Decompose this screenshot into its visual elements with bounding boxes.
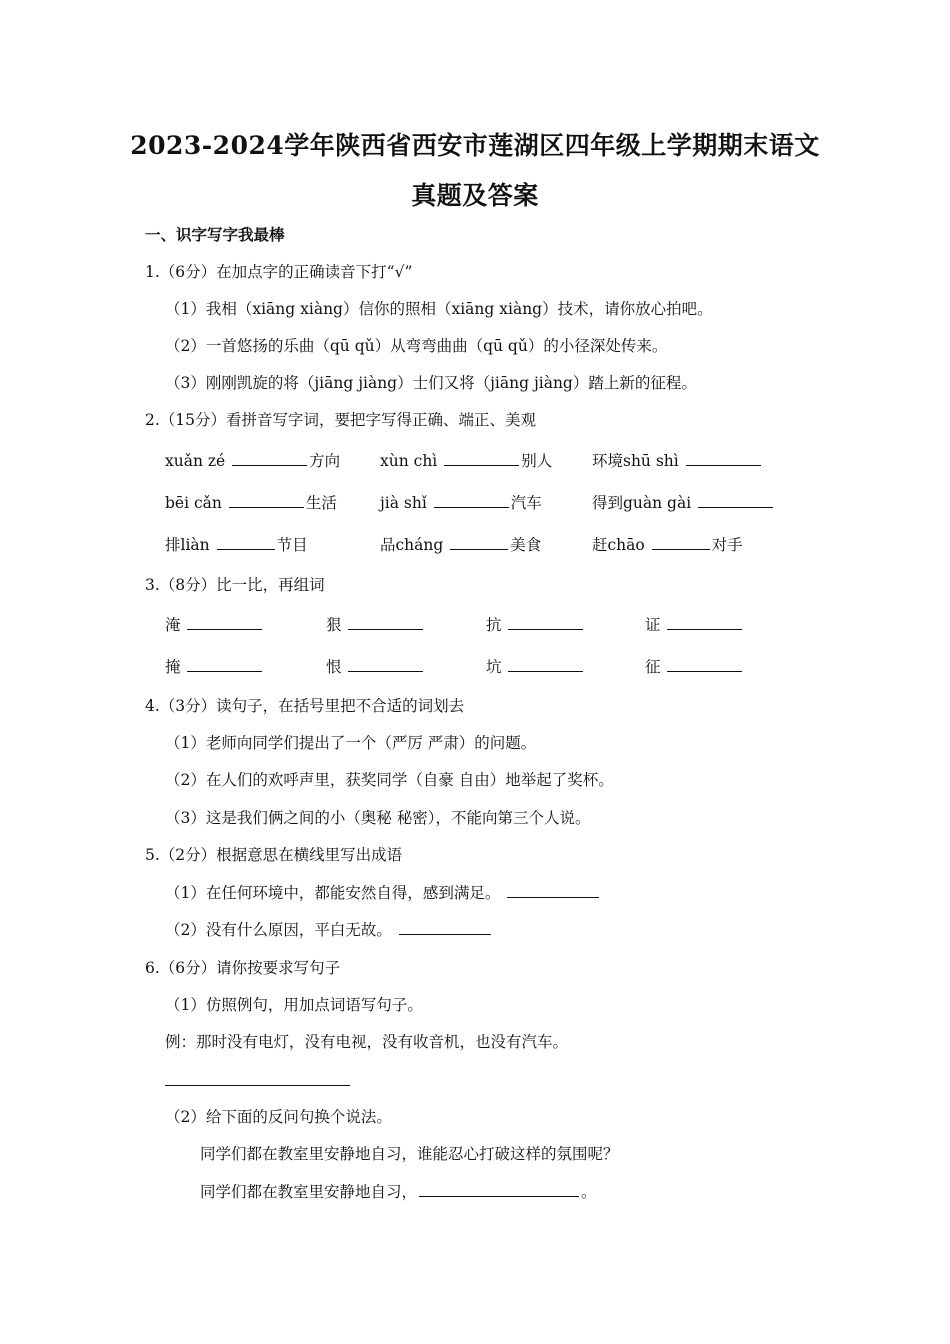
section-heading: 一、识字写字我最棒 — [145, 225, 285, 244]
q4-stem: 4.（3分）读句子，在括号里把不合适的词划去 — [145, 697, 465, 715]
answer-blank[interactable] — [450, 535, 508, 550]
q6-sub1: （1）仿照例句，用加点词语写句子。 — [165, 996, 423, 1014]
answer-blank[interactable] — [419, 1182, 579, 1197]
q1-item-2: （2）一首悠扬的乐曲（qū qǔ）从弯弯曲曲（qū qǔ）的小径深处传来。 — [165, 337, 668, 355]
q2-item: xuǎn zé 方向 — [165, 452, 341, 470]
answer-blank[interactable] — [508, 657, 583, 672]
q6-stem: 6.（6分）请你按要求写句子 — [145, 959, 341, 977]
q2-item: 赶chāo 对手 — [592, 536, 743, 554]
q6-sub2: （2）给下面的反问句换个说法。 — [165, 1108, 392, 1126]
q2-item: 排liàn 节目 — [165, 536, 308, 554]
q3-item: 抗 — [486, 615, 585, 635]
q3-stem: 3.（8分）比一比，再组词 — [145, 576, 325, 594]
q6-sentence: 同学们都在教室里安静地自习，谁能忍心打破这样的氛围呢？ — [200, 1145, 619, 1163]
q3-item: 淹 — [165, 615, 264, 635]
q3-item: 征 — [645, 657, 744, 677]
q2-item: 环境shū shì — [592, 451, 763, 471]
answer-blank[interactable] — [444, 451, 519, 466]
q5-stem: 5.（2分）根据意思在横线里写出成语 — [145, 846, 403, 864]
document-title-line1: 2023-2024学年陕西省西安市莲湖区四年级上学期期末语文 — [130, 131, 820, 160]
answer-line[interactable] — [165, 1085, 350, 1086]
q2-item: 品cháng 美食 — [380, 536, 542, 554]
answer-blank[interactable] — [348, 657, 423, 672]
answer-blank[interactable] — [217, 535, 275, 550]
q4-item-2: （2）在人们的欢呼声里，获奖同学（自豪 自由）地举起了奖杯。 — [165, 771, 614, 789]
q2-item: bēi cǎn 生活 — [165, 494, 337, 512]
answer-blank[interactable] — [667, 657, 742, 672]
answer-blank[interactable] — [232, 451, 307, 466]
q1-item-3: （3）刚刚凯旋的将（jiāng jiàng）士们又将（jiāng jiàng）踏上新的征程。 — [165, 374, 697, 392]
answer-blank[interactable] — [652, 535, 710, 550]
q1-stem: 1.（6分）在加点字的正确读音下打“√” — [145, 263, 413, 281]
answer-blank[interactable] — [698, 493, 773, 508]
q2-item: 得到guàn gài — [592, 493, 775, 513]
q1-item-1: （1）我相（xiāng xiàng）信你的照相（xiāng xiàng）技术，请你放心拍吧。 — [165, 300, 713, 318]
q2-stem: 2.（15分）看拼音写字词，要把字写得正确、端正、美观 — [145, 411, 537, 429]
q3-item: 掩 — [165, 657, 264, 677]
q6-example: 例：那时没有电灯，没有电视，没有收音机，也没有汽车。 — [165, 1033, 569, 1051]
q3-item: 恨 — [326, 657, 425, 677]
q6-answer-line: 同学们都在教室里安静地自习， 。 — [200, 1183, 597, 1201]
answer-blank[interactable] — [348, 615, 423, 630]
q2-item: xùn chì 别人 — [380, 452, 553, 470]
answer-blank[interactable] — [508, 615, 583, 630]
answer-blank[interactable] — [686, 451, 761, 466]
answer-blank[interactable] — [187, 657, 262, 672]
answer-blank[interactable] — [399, 920, 491, 935]
q2-item: jià shǐ 汽车 — [380, 494, 542, 512]
q4-item-1: （1）老师向同学们提出了一个（严厉 严肃）的问题。 — [165, 734, 537, 752]
q5-item: （2）没有什么原因，平白无故。 — [165, 920, 493, 940]
document-title-line2: 真题及答案 — [411, 181, 539, 210]
answer-blank[interactable] — [667, 615, 742, 630]
answer-blank[interactable] — [507, 883, 599, 898]
answer-blank[interactable] — [434, 493, 509, 508]
answer-blank[interactable] — [187, 615, 262, 630]
q3-item: 证 — [645, 615, 744, 635]
q3-item: 狠 — [326, 615, 425, 635]
q3-item: 坑 — [486, 657, 585, 677]
answer-blank[interactable] — [229, 493, 304, 508]
q5-item: （1）在任何环境中，都能安然自得，感到满足。 — [165, 883, 601, 903]
q4-item-3: （3）这是我们俩之间的小（奥秘 秘密），不能向第三个人说。 — [165, 809, 591, 827]
